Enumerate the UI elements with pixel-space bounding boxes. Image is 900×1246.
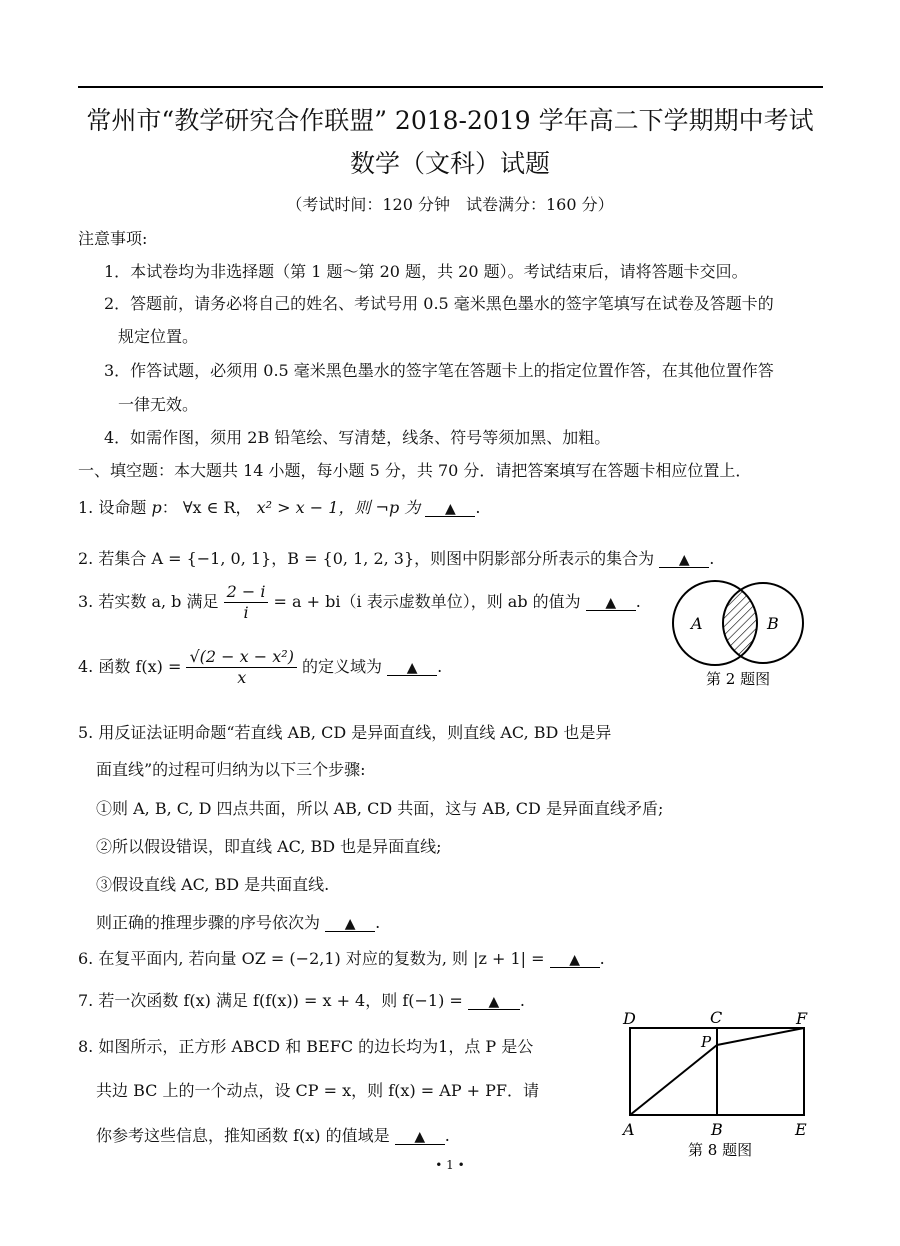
- q4-prefix: 4. 函数 f(x) =: [78, 657, 182, 676]
- q2-text: 2. 若集合 A = {−1, 0, 1}，B = {0, 1, 2, 3}，则图中阴影部分所表示的集合为: [78, 549, 655, 568]
- q1-colon: ：: [161, 498, 178, 517]
- q4-suffix: 的定义域为: [302, 657, 383, 676]
- q8-line3-wrap: [96, 1123, 450, 1146]
- label-b: B: [711, 1120, 723, 1139]
- q1-expr: x² > x − 1，则 ¬p 为: [256, 498, 421, 517]
- label-a: A: [623, 1120, 635, 1139]
- q8-line1: 8. 如图所示，正方形 ABCD 和 BEFC 的边长均为1，点 P 是公: [78, 1037, 534, 1056]
- exam-info: （考试时间：120 分钟 试卷满分：160 分）: [286, 195, 614, 214]
- figure-2-caption: 第 2 题图: [706, 670, 771, 688]
- notice-item: 3．作答试题，必须用 0.5 毫米黑色墨水的签字笔在答题卡上的指定位置作答，在其他位置作答: [104, 361, 774, 380]
- q5-line-end: 则正确的推理步骤的序号依次为: [96, 913, 321, 932]
- notice-item: 2．答题前，请务必将自己的姓名、考试号用 0.5 毫米黑色墨水的签字笔填写在试卷及答题卡的: [104, 294, 774, 313]
- q5-step2: ②所以假设错误，即直线 AC, BD 也是异面直线;: [96, 837, 442, 856]
- answer-blank[interactable]: ▲: [387, 661, 437, 676]
- notice-item: 规定位置。: [118, 327, 199, 346]
- subject-title: 数学（文科）试题: [349, 149, 550, 178]
- venn-label-a: A: [691, 614, 703, 633]
- question-7: [78, 988, 525, 1011]
- notice-item: 4．如需作图，须用 2B 铅笔绘、写清楚，线条、符号等须加黑、加粗。: [104, 428, 611, 447]
- q4-fraction: [186, 647, 296, 688]
- top-rule: [78, 86, 823, 88]
- q1-end: .: [475, 498, 481, 517]
- q1-forall: ∀x ∈ R，: [182, 498, 252, 517]
- q1-var-p: p: [151, 498, 162, 517]
- q8-line3: 你参考这些信息，推知函数 f(x) 的值域是: [96, 1126, 390, 1145]
- q6-end: .: [599, 949, 605, 968]
- q6-text: 6. 在复平面内, 若向量 OZ = (−2,1) 对应的复数为, 则 |z + 1| =: [78, 949, 545, 968]
- answer-blank[interactable]: ▲: [325, 917, 375, 932]
- q7-end: .: [519, 991, 525, 1010]
- exam-title: 常州市“教学研究合作联盟” 2018-2019 学年高二下学期期中考试: [86, 106, 814, 135]
- q2-end: .: [709, 549, 715, 568]
- q8-end: .: [444, 1126, 450, 1145]
- q8-line2: 共边 BC 上的一个动点，设 CP = x，则 f(x) = AP + PF．请: [96, 1081, 540, 1100]
- notice-heading: 注意事项:: [78, 229, 148, 248]
- label-c: C: [710, 1008, 723, 1027]
- q5-answer-line: [96, 910, 380, 933]
- segment-pf: [717, 1028, 804, 1045]
- answer-blank[interactable]: ▲: [395, 1130, 445, 1145]
- answer-blank[interactable]: ▲: [425, 502, 475, 517]
- answer-blank[interactable]: ▲: [586, 596, 636, 611]
- label-p: P: [701, 1033, 712, 1051]
- figure-2-venn: [660, 580, 820, 695]
- q7-text: 7. 若一次函数 f(x) 满足 f(f(x)) = x + 4，则 f(−1) =: [78, 991, 463, 1010]
- answer-blank[interactable]: ▲: [468, 995, 520, 1010]
- q1-prefix: 1. 设命题: [78, 498, 147, 517]
- section-heading: 一、填空题：本大题共 14 小题，每小题 5 分，共 70 分．请把答案填写在答题卡相应位置上．: [78, 461, 752, 480]
- answer-blank[interactable]: ▲: [550, 953, 600, 968]
- question-3: [78, 582, 641, 623]
- label-e: E: [795, 1120, 807, 1139]
- figure-8-caption: 第 8 题图: [688, 1141, 753, 1159]
- label-d: D: [623, 1009, 636, 1028]
- question-6: [78, 946, 605, 969]
- notice-item: 1．本试卷均为非选择题（第 1 题～第 20 题，共 20 题）。考试结束后，请将答题卡交回。: [104, 262, 748, 281]
- venn-label-b: B: [767, 614, 779, 633]
- question-4: [78, 647, 442, 688]
- q4-end: .: [437, 657, 443, 676]
- q4-frac-num: √(2 − x − x²): [186, 647, 296, 668]
- q5-step3: ③假设直线 AC, BD 是共面直线.: [96, 875, 330, 894]
- q5-end: .: [375, 913, 381, 932]
- q5-line2: 面直线”的过程可归纳为以下三个步骤:: [96, 760, 366, 779]
- page-number: • 1 •: [435, 1158, 465, 1172]
- segment-ap: [630, 1045, 717, 1115]
- q3-frac-den: i: [243, 603, 249, 622]
- q3-end: .: [635, 592, 641, 611]
- q3-fraction: [224, 582, 269, 623]
- notice-item: 一律无效。: [118, 395, 199, 414]
- question-1: [78, 495, 480, 518]
- square-befc: [717, 1028, 804, 1115]
- q4-frac-den: x: [237, 668, 247, 687]
- q3-suffix: = a + bi（i 表示虚数单位），则 ab 的值为: [273, 592, 581, 611]
- q3-frac-num: 2 − i: [224, 582, 269, 603]
- answer-blank[interactable]: ▲: [659, 553, 709, 568]
- label-f: F: [796, 1009, 808, 1028]
- q3-prefix: 3. 若实数 a, b 满足: [78, 592, 219, 611]
- q5-step1: ①则 A, B, C, D 四点共面，所以 AB, CD 共面，这与 AB, CD 是异面直线矛盾;: [96, 799, 664, 818]
- q5-line1: 5. 用反证法证明命题“若直线 AB, CD 是异面直线，则直线 AC, BD 也是异: [78, 723, 612, 742]
- figure-8-squares: [615, 1005, 820, 1160]
- question-2: [78, 546, 714, 569]
